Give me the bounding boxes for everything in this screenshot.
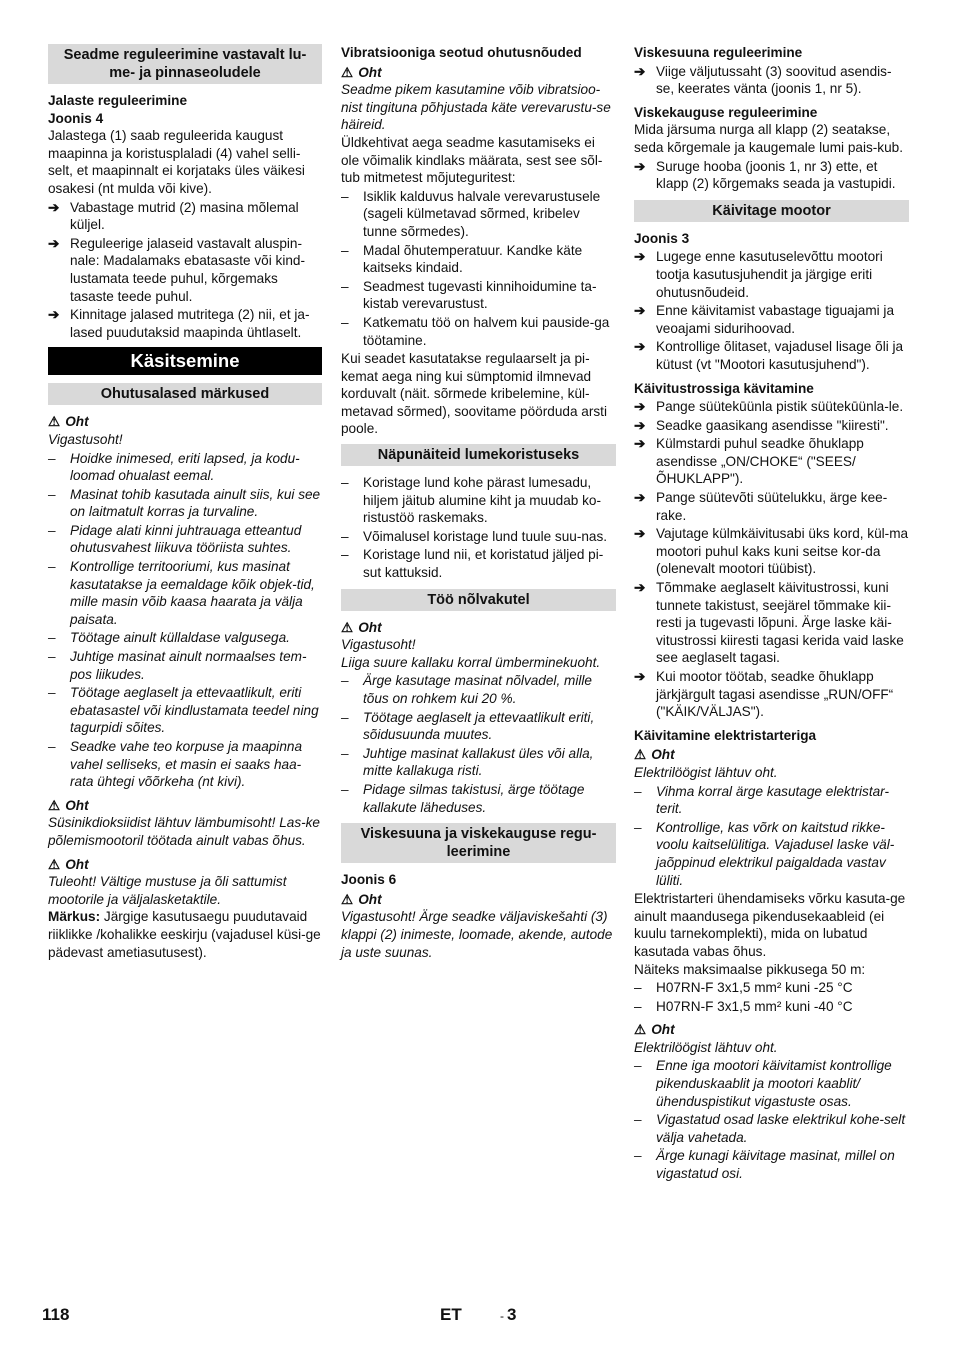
list-item: – H07RN-F 3x1,5 mm² kuni -25 °C — [634, 980, 853, 996]
paragraph-skids: Jalastega (1) saab reguleerida kaugust maapinna ja koristusplaladi (4) vahel selli-selt, et maapinnalt ei korjataks üles väikesi osakesi (nt mulda või kive). — [48, 128, 305, 196]
warning-icon: ⚠ — [634, 747, 647, 763]
warning-label: ⚠ Oht — [341, 64, 382, 80]
heading-throw-direction: Viskesuuna reguleerimine — [634, 45, 803, 60]
list-item: – Koristage lund nii, et koristatud jäljed pi-sut kattuksid. — [341, 547, 604, 581]
dash-list-electric — [634, 783, 909, 890]
warning-icon: ⚠ — [341, 64, 354, 80]
arrow-icon: ➔ — [48, 199, 60, 215]
warning-label: ⚠ Oht — [634, 1022, 675, 1038]
warning-text: Liiga suure kallaku korral ümberminekuoht. — [341, 654, 601, 670]
warning-label: ⚠ Oht — [341, 619, 382, 635]
warning-text: Elektrilöögist lähtuv oht. — [634, 764, 778, 780]
arrow-icon: ➔ — [634, 399, 646, 415]
list-item: – Seadke vahe teo korpuse ja maapinna vahel selliseks, et masin ei saaks haa-rata ühtegi võõrkeha (nt kivi). — [48, 739, 303, 790]
arrow-icon: ➔ — [634, 63, 646, 79]
warning-text: Süsinikdioksiidist lähtuv lämbumisoht! Las-ke põlemismootoril töötada ainult vabas õhus. — [48, 815, 320, 848]
list-item: – Ärge kunagi käivitage masinat, millel on vigastatud osi. — [634, 1148, 895, 1182]
arrow-icon: ➔ — [634, 490, 646, 506]
dash-list-vibration — [341, 188, 616, 349]
arrow-icon: ➔ — [634, 417, 646, 433]
warning-label: ⚠ Oht — [341, 891, 382, 907]
warning-icon: ⚠ — [48, 856, 61, 872]
warning-label: ⚠ Oht — [48, 856, 89, 872]
list-item: ➔ Pange süütevõti süütelukku, ärge kee-rake. — [634, 490, 888, 523]
warning-text: Vigastusoht! — [341, 637, 416, 653]
dash-list-tips — [341, 474, 616, 582]
list-item: – Vigastatud osad laske elektrikul kohe-selt välja vahetada. — [634, 1112, 906, 1145]
list-item: ➔ Viige väljutussaht (3) soovitud asendis-se, keerates vänta (joonis 1, nr 5). — [634, 63, 892, 97]
heading-throw-distance: Viskekauguse reguleerimine — [634, 104, 818, 120]
paragraph-symptoms: Kui seadet kasutatakse regulaarselt ja pi-kemat aega ning kui sümptomid ilmnevad korduvalt (näit. sõrmede kribelemine, kül-metavad sõrmed), soovitame pöörduda arsti poole. — [341, 351, 607, 437]
list-item: ➔ Tõmmake aeglaselt käivitustrossi, kuni tunnete takistust, seejärel tõmmake kii-resti ja tugevasti lõpuni. Ärge laske käi-vitustrossi kiiresti tagasi kerida vaid laske see aeglaselt tagasi. — [634, 580, 904, 666]
list-item: – Pidage silmas takistusi, ärge töötage kallakute läheduses. — [341, 781, 585, 815]
list-item: ➔ Pange süütekūünla pistik süütekūünla-le. — [634, 399, 904, 415]
heading-skids: Jalaste reguleerimine — [48, 93, 188, 108]
arrow-list-preparation — [634, 248, 909, 373]
dash-list-safety — [48, 450, 322, 791]
chapter-title: Käsitsemine — [48, 347, 322, 375]
heading-figure-3: Joonis 3 — [634, 230, 690, 246]
list-item: – H07RN-F 3x1,5 mm² kuni -40 °C — [634, 998, 853, 1014]
list-item: ➔ Kontrollige õlitaset, vajadusel lisage õli ja kütust (vt "Mootori kasutusjuhend"). — [634, 339, 904, 372]
warning-label: ⚠ Oht — [634, 747, 675, 763]
list-item: – Töötage aeglaselt ja ettevaatlikult, eriti ebatasastel või kindlustamata teedel ning tagurpidi sõites. — [48, 685, 319, 736]
warning-icon: ⚠ — [341, 619, 354, 635]
list-item: – Seadmest tugevasti kinnihoidumine ta-kistab verevarustust. — [341, 278, 597, 312]
paragraph-vibration: Üldkehtivat aega seadme kasutamiseks ei ole võimalik kindlaks määrata, sest see sõl-tub mitmetest mõjuteguritest: — [341, 134, 603, 186]
column-2 — [341, 44, 616, 961]
arrow-icon: ➔ — [634, 339, 646, 355]
list-item: ➔ Vajutage külmkäivitusabi üks kord, kül-ma mootori puhul kaks kuni seitse kor-da (olenevalt mootori tüübist). — [634, 526, 909, 577]
arrow-icon: ➔ — [48, 235, 60, 251]
paragraph-throw-distance: Mida järsuma nurga all klapp (2) seatakse, seda kõrgemale ja kaugemale lumi pais-kub. — [634, 122, 903, 155]
arrow-icon: ➔ — [48, 307, 60, 323]
list-item: ➔ Seadke gaasikang asendisse "kiiresti". — [634, 417, 889, 433]
warning-icon: ⚠ — [48, 414, 61, 430]
warning-label: ⚠ Oht — [48, 797, 89, 813]
dash-list-cables — [634, 979, 909, 1015]
list-item: ➔ Suruge hooba (joonis 1, nr 3) ette, et klapp (2) kõrgemaks seada ja vastupidi. — [634, 158, 896, 192]
list-item: – Madal õhutemperatuur. Kandke käte kaitseks kindaid. — [341, 242, 583, 276]
heading-electric-start: Käivitamine elektristarteriga — [634, 727, 817, 743]
arrow-list-rope-start — [634, 398, 909, 721]
list-item: – Kontrollige territooriumi, kus masinat kasutatakse ja eemaldage kõik objek-tid, mille masin võib kaasa haarata ja välja paisata. — [48, 559, 315, 627]
column-1 — [48, 44, 322, 961]
list-item: – Juhtige masinat ainult normaalses tem-pos liikudes. — [48, 649, 307, 682]
section-heading-tips: Näpunäiteid lumekoristuseks — [341, 444, 616, 466]
arrow-icon: ➔ — [634, 436, 646, 452]
list-item: ➔ Kinnitage jalased mutritega (2) nii, et ja-lased puudutaksid maapinda ühtlaselt. — [48, 307, 310, 340]
list-item: – Vihma korral ärge kasutage elektristar-terit. — [634, 783, 889, 817]
arrow-list-skids — [48, 199, 322, 342]
list-item: – Masinat tohib kasutada ainult siis, kui see on laitmatult korras ja turvaline. — [48, 486, 321, 520]
list-item: ➔ Kui mootor töötab, seadke õhuklapp järkjärgult tagasi asendisse „RUN/OFF“ ("KÄIK/VÄLJAS"). — [634, 669, 894, 720]
list-item: ➔ Külmstardi puhul seadke õhuklapp asendisse „ON/CHOKE“ ("SEES/ ÕHUKLAPP"). — [634, 436, 864, 487]
list-item: – Hoidke inimesed, eriti lapsed, ja kodu-loomad ohualast eemal. — [48, 450, 300, 484]
arrow-icon: ➔ — [634, 303, 646, 319]
list-item: ➔ Lugege enne kasutuselevõttu mootori tootja kasutusjuhendit ja järgige eriti ohutusnõudeid. — [634, 249, 883, 300]
list-item: ➔ Vabastage mutrid (2) masina mõlemal küljel. — [48, 199, 299, 233]
dash-list-slopes — [341, 672, 616, 816]
arrow-icon: ➔ — [634, 249, 646, 265]
list-item: – Kontrollige, kas võrk on kaitstud rikke-voolu kaitselülitiga. Vajadusel laske väl-jaõppinud elektrikul paigaldada vastav lüliti. — [634, 819, 895, 888]
section-heading-slopes: Töö nõlvakutel — [341, 589, 616, 611]
heading-figure-4: Joonis 4 — [48, 110, 104, 126]
arrow-icon: ➔ — [634, 669, 646, 684]
heading-rope-start: Käivitustrossiga kävitamine — [634, 380, 814, 396]
dash-list-electric-2 — [634, 1057, 909, 1182]
heading-figure-6: Joonis 6 — [341, 872, 397, 888]
list-item: – Töötage ainult küllaldase valgusega. — [48, 630, 290, 646]
warning-icon: ⚠ — [634, 1022, 647, 1038]
warning-text: Seadme pikem kasutamine võib vibratsioo-nist tingituna põhjustada käte verevarustu-se häireid. — [341, 82, 611, 133]
heading-vibration: Vibratsiooniga seotud ohutusnõuded — [341, 45, 582, 60]
list-item: – Võimalusel koristage lund tuule suu-nas. — [341, 528, 608, 544]
warning-label: ⚠ Oht — [48, 414, 89, 430]
warning-icon: ⚠ — [341, 891, 354, 907]
note: Märkus: Järgige kasutusaegu puudutavaid riiklikke /kohalikke eeskirju (vajadusel küsi-ge pädevast ametiasutusest). — [48, 909, 321, 960]
warning-text: Vigastusoht! Ärge seadke väljaviskešahti (3) klappi (2) inimeste, loomade, akende, autode ja uste suunas. — [341, 909, 613, 960]
list-item: – Enne iga mootori käivitamist kontrollige pikenduskaablit ja mootori kaablit/ ühenduspistikut vigastuste osas. — [634, 1058, 892, 1109]
page-footer — [0, 1306, 954, 1328]
warning-text: Elektrilöögist lähtuv oht. — [634, 1039, 778, 1055]
arrow-icon: ➔ — [634, 526, 646, 542]
arrow-icon: ➔ — [634, 158, 646, 174]
column-3 — [634, 44, 909, 1184]
list-item: – Töötage aeglaselt ja ettevaatlikult eriti, sõidusuunda muutes. — [341, 709, 595, 743]
page-number: 118 — [42, 1305, 70, 1324]
section-heading-start-engine: Käivitage mootor — [634, 200, 909, 222]
warning-text: Tuleoht! Vältige mustuse ja õli sattumist mootorile ja väljalasketaktile. — [48, 874, 287, 907]
warning-icon: ⚠ — [48, 797, 61, 813]
list-item: – Isiklik kalduvus halvale verevarustusele (sageli külmetavad sõrmed, kribelev tunne sõrmedes). — [341, 188, 601, 239]
section-heading-throw-direction: Viskesuuna ja viskekauguse regu-leerimine — [341, 823, 616, 863]
section-heading-safety: Ohutusalased märkused — [48, 383, 322, 405]
paragraph-cable-example: Näiteks maksimaalse pikkusega 50 m: — [634, 961, 866, 977]
list-item: – Juhtige masinat kallakust üles või alla, mitte kallakuga risti. — [341, 745, 594, 779]
list-item: – Ärge kasutage masinat nõlvadel, mille tõus on rohkem kui 20 %. — [341, 673, 592, 706]
language-code: ET — [440, 1305, 462, 1324]
section-heading-regulation: Seadme reguleerimine vastavalt lu-me- ja pinnaseoludele — [48, 44, 322, 84]
list-item: – Koristage lund kohe pärast lumesadu, hiljem jäitub alumine kiht ja muudab ko-ristustöö raskemaks. — [341, 475, 602, 526]
list-item: ➔ Enne käivitamist vabastage tiguajami ja veoajami sidurihoovad. — [634, 303, 895, 336]
list-item: – Katkematu töö on halvem kui pauside-ga töötamine. — [341, 314, 610, 348]
list-item: – Pidage alati kinni juhtrauaga etteantud ohutusvahest liikuva tööriista suhtes. — [48, 522, 302, 556]
paragraph-cables: Elektristarteri ühendamiseks võrku kasuta-ge ainult maandusega pikendusekaableid (ei kuulu tarnekomplekti), mida on lubatud kasutada vabas õhus. — [634, 891, 906, 959]
warning-text: Vigastusoht! — [48, 431, 123, 447]
sub-page-number: - 3 — [500, 1305, 517, 1324]
arrow-icon: ➔ — [634, 580, 646, 596]
list-item: ➔ Reguleerige jalaseid vastavalt aluspin-nale: Madalamaks ebatasaste või kind-lustamata teede puhul, kõrgemaks tasaste teede puhul. — [48, 235, 305, 304]
